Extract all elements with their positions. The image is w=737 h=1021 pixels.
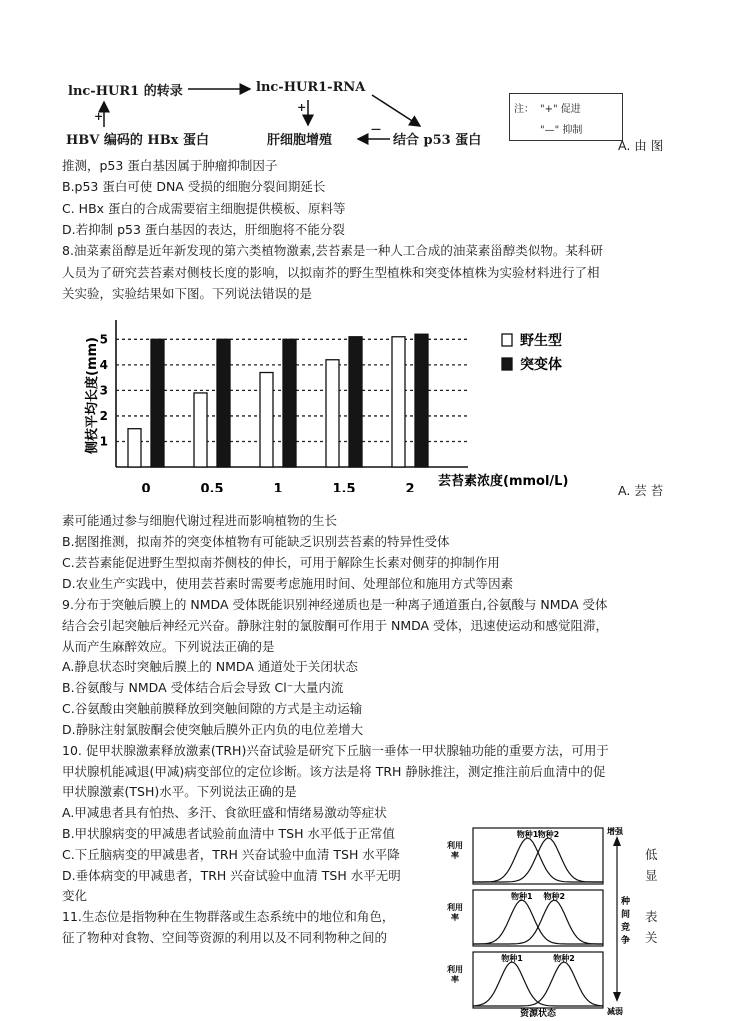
bar-mutant-1.5 bbox=[349, 337, 362, 467]
q10-option-d-cont: 变化 bbox=[62, 888, 88, 903]
flow-plus-2: + bbox=[297, 101, 307, 114]
niche-panel-3 bbox=[473, 952, 603, 1008]
bar-mutant-1 bbox=[283, 339, 296, 467]
x-tick-2: 2 bbox=[405, 482, 415, 492]
q11-line-1-end: 表 bbox=[645, 909, 658, 924]
niche-xlabel: 资源状态 bbox=[519, 1009, 557, 1019]
niche-arrow-head-top bbox=[613, 836, 621, 846]
niche-middle-char-2: 竞 bbox=[621, 923, 631, 933]
flow-node-rna: lnc-HUR1-RNA bbox=[256, 80, 366, 95]
niche-species-2-2: 物种2 bbox=[543, 892, 566, 901]
niche-bottom-label: 减弱 bbox=[607, 1007, 623, 1016]
q10-option-a: A.甲减患者具有怕热、多汗、食欲旺盛和情绪易激动等症状 bbox=[62, 805, 387, 820]
x-tick-1.5: 1.5 bbox=[332, 482, 356, 492]
legend-minus: "—" 抑制 bbox=[540, 125, 583, 136]
q8-option-b: B.据图推测，拟南芥的突变体植物有可能缺乏识别芸苔素的特异性受体 bbox=[62, 534, 450, 549]
niche-ylabel-2: 利用 bbox=[447, 903, 463, 912]
q9-option-c: C.谷氨酸由突触前膜释放到突触间隙的方式是主动运输 bbox=[62, 701, 363, 716]
legend-swatch-0 bbox=[502, 334, 512, 346]
niche-species-3-2: 物种2 bbox=[553, 954, 575, 963]
q10-option-c-end: 低 bbox=[645, 847, 658, 862]
legend-label-0: 野生型 bbox=[520, 333, 562, 349]
q8-option-a: 素可能通过参与细胞代谢过程进而影响植物的生长 bbox=[62, 513, 338, 528]
q8-stem-3: 关实验，实验结果如下图。下列说法错误的是 bbox=[62, 286, 313, 301]
niche-species-2-1: 物种1 bbox=[510, 892, 533, 901]
niche-curve-1-1 bbox=[473, 838, 603, 882]
bar-mutant-0 bbox=[151, 339, 164, 467]
arrow-rna-to-p53 bbox=[372, 95, 420, 126]
bar-mutant-0.5 bbox=[217, 339, 230, 467]
niche-middle-char-3: 争 bbox=[621, 936, 631, 946]
q9-option-d: D.静脉注射氯胺酮会使突触后膜外正内负的电位差增大 bbox=[62, 722, 364, 737]
q11-line-2-end: 关 bbox=[645, 930, 658, 945]
legend-plus: "+" 促进 bbox=[540, 104, 581, 115]
q8-stem-2: 人员为了研究芸苔素对侧枝长度的影响，以拟南芥的野生型植株和突变体植株为实验材料进行了相 bbox=[62, 265, 600, 280]
niche-species-1-1: 物种1 bbox=[516, 830, 539, 839]
flow-legend bbox=[509, 93, 623, 141]
niche-ylabel-b-2: 率 bbox=[451, 913, 459, 922]
niche-curve-1-2 bbox=[473, 838, 603, 882]
niche-curve-3-1 bbox=[473, 962, 603, 1006]
q7-option-a-head: A. 由 图 bbox=[618, 138, 664, 153]
bar-wild-2 bbox=[392, 337, 405, 467]
q8-option-a-head: A. 芸 苔 bbox=[618, 483, 664, 498]
q7-option-d: D.若抑制 p53 蛋白基因的表达，肝细胞将不能分裂 bbox=[62, 222, 345, 237]
bar-wild-1 bbox=[260, 373, 273, 467]
niche-top-label: 增强 bbox=[607, 827, 623, 836]
x-tick-1: 1 bbox=[273, 482, 283, 492]
niche-curve-3-2 bbox=[473, 962, 603, 1006]
flow-minus: — bbox=[371, 124, 381, 135]
bar-wild-0.5 bbox=[194, 393, 207, 467]
y-tick-2: 2 bbox=[99, 408, 108, 423]
q8-stem-1: 8.油菜素甾醇是近年新发现的第六类植物激素,芸苔素是一种人工合成的油菜素甾醇类似物。某科研 bbox=[62, 243, 603, 258]
q7-option-a: 推测，p53 蛋白基因属于肿瘤抑制因子 bbox=[62, 158, 278, 173]
bar-chart bbox=[0, 312, 737, 492]
y-tick-5: 5 bbox=[99, 332, 108, 347]
niche-ylabel-1: 利用 bbox=[447, 841, 463, 850]
flow-node-transcription: lnc-HUR1 的转录 bbox=[68, 84, 183, 99]
niche-ylabel-b-1: 率 bbox=[451, 851, 459, 860]
y-tick-4: 4 bbox=[99, 357, 108, 372]
q9-stem-1: 9.分布于突触后膜上的 NMDA 受体既能识别神经递质也是一种离子通道蛋白,谷氨酸与 NMDA 受体 bbox=[62, 597, 608, 612]
flow-plus-1: + bbox=[94, 110, 104, 123]
q10-stem-2: 甲状腺机能减退(甲减)病变部位的定位诊断。该方法是将 TRH 静脉推注，测定推注前后血清中的促 bbox=[62, 764, 606, 779]
legend-label-1: 突变体 bbox=[520, 357, 562, 373]
q9-option-b: B.谷氨酸与 NMDA 受体结合后会导致 Cl⁻大量内流 bbox=[62, 680, 344, 695]
q11-line-2: 征了物种对食物、空间等资源的利用以及不同利物种之间的 bbox=[62, 930, 388, 945]
q10-option-c: C.下丘脑病变的甲减患者，TRH 兴奋试验中血清 TSH 水平降 bbox=[62, 847, 400, 862]
bar-wild-1.5 bbox=[326, 360, 339, 467]
niche-ylabel-3: 利用 bbox=[447, 965, 463, 974]
niche-species-3-1: 物种1 bbox=[501, 954, 523, 963]
x-axis-label: 芸苔素浓度(mmol/L) bbox=[438, 474, 569, 489]
y-axis-label: 侧枝平均长度(mm) bbox=[85, 337, 100, 454]
niche-species-1-2: 物种2 bbox=[537, 830, 560, 839]
q9-stem-2: 结合会引起突触后神经元兴奋。静脉注射的氯胺酮可作用于 NMDA 受体，迅速使运动和感觉阻滞， bbox=[62, 618, 609, 633]
niche-curve-2-1 bbox=[473, 900, 603, 944]
niche-figure bbox=[443, 824, 643, 1019]
q7-option-b: B.p53 蛋白可使 DNA 受损的细胞分裂间期延长 bbox=[62, 179, 326, 194]
y-tick-3: 3 bbox=[99, 383, 108, 398]
bar-wild-0 bbox=[128, 429, 141, 467]
niche-middle-char-1: 间 bbox=[621, 910, 631, 920]
flow-node-hbx: HBV 编码的 HBx 蛋白 bbox=[66, 133, 209, 148]
q10-stem-3: 甲状腺激素(TSH)水平。下列说法正确的是 bbox=[62, 784, 297, 799]
q10-option-d: D.垂体病变的甲减患者，TRH 兴奋试验中血清 TSH 水平无明 bbox=[62, 868, 401, 883]
flow-node-p53: 结合 p53 蛋白 bbox=[393, 133, 482, 148]
q10-option-d-end: 显 bbox=[645, 868, 658, 883]
q9-stem-3: 从而产生麻醉效应。下列说法正确的是 bbox=[62, 639, 275, 654]
bar-mutant-2 bbox=[415, 334, 428, 467]
y-tick-1: 1 bbox=[99, 434, 108, 449]
q11-line-1: 11.生态位是指物种在生物群落或生态系统中的地位和角色， bbox=[62, 909, 395, 924]
q10-option-b: B.甲状腺病变的甲减患者试验前血清中 TSH 水平低于正常值 bbox=[62, 826, 395, 841]
q8-option-c: C.芸苔素能促进野生型拟南芥侧枝的伸长，可用于解除生长素对侧芽的抑制作用 bbox=[62, 555, 500, 570]
niche-curve-2-2 bbox=[473, 900, 603, 944]
legend-title: 注： bbox=[514, 104, 534, 115]
q7-option-c: C. HBx 蛋白的合成需要宿主细胞提供模板、原料等 bbox=[62, 201, 346, 216]
q8-option-d: D.农业生产实践中，使用芸苔素时需要考虑施用时间、处理部位和施用方式等因素 bbox=[62, 576, 514, 591]
niche-panel-2 bbox=[473, 890, 603, 946]
flow-node-proliferation: 肝细胞增殖 bbox=[267, 133, 333, 148]
x-tick-0.5: 0.5 bbox=[200, 482, 224, 492]
niche-middle-char-0: 种 bbox=[621, 897, 631, 907]
x-tick-0: 0 bbox=[141, 482, 151, 492]
legend-swatch-1 bbox=[502, 358, 512, 370]
q10-stem-1: 10. 促甲状腺激素释放激素(TRH)兴奋试验是研究下丘脑一垂体一甲状腺轴功能的重要方法，可用于 bbox=[62, 743, 609, 758]
niche-ylabel-b-3: 率 bbox=[451, 975, 459, 984]
niche-arrow-head-bottom bbox=[613, 992, 621, 1002]
q9-option-a: A.静息状态时突触后膜上的 NMDA 通道处于关闭状态 bbox=[62, 659, 358, 674]
